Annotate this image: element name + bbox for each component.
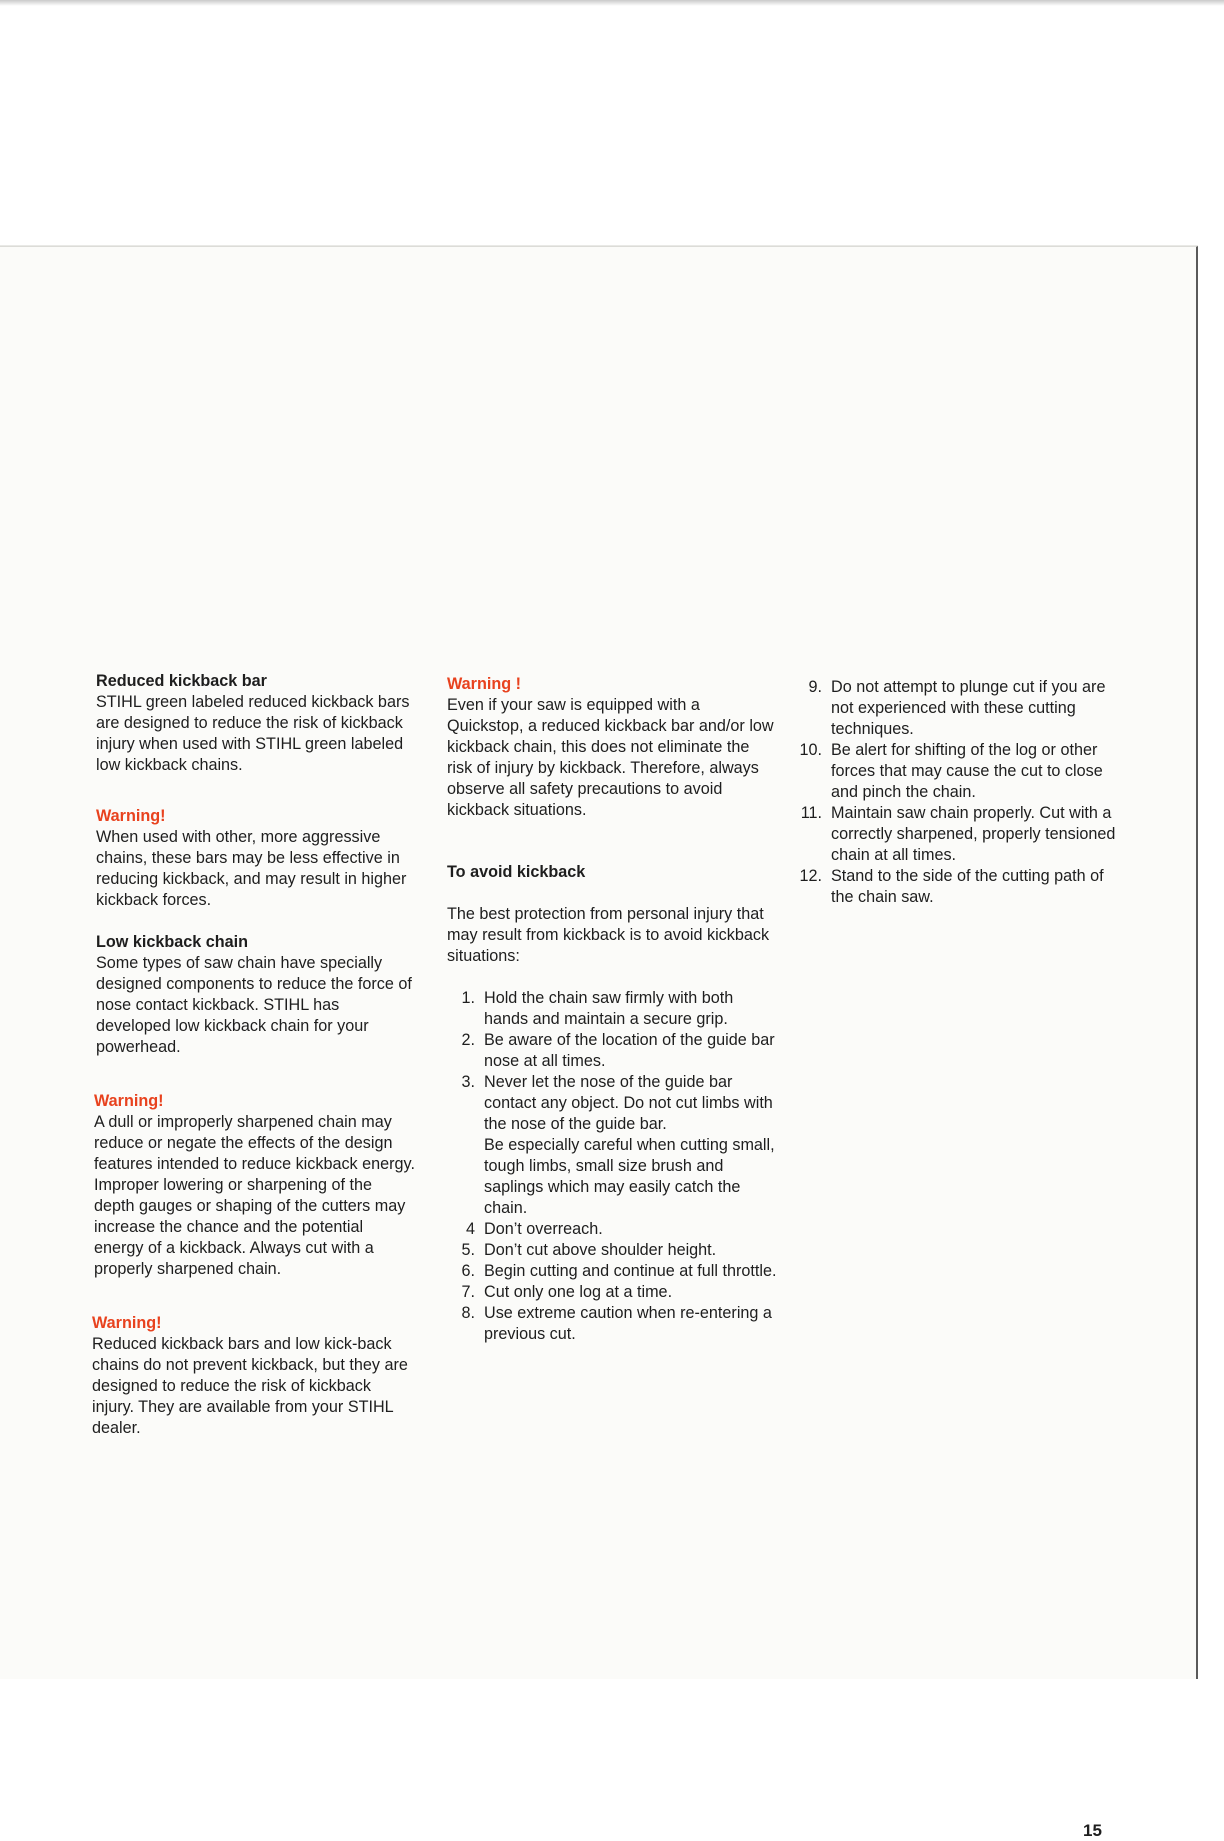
list-item: 7. Cut only one log at a time. xyxy=(461,1283,673,1301)
column-right xyxy=(796,671,1126,908)
warning-text: Even if your saw is equipped with a Quickstop, a reduced kickback bar and/or low kickback chain, this does not eliminate the risk of injury by kickback. Therefore, always observe all safety precautions to avoid kickback situations. xyxy=(447,696,774,819)
list-item: 2. Be aware of the location of the guide bar nose at all times. xyxy=(461,1031,775,1070)
warning-label: Warning! xyxy=(94,1092,164,1110)
warning-text: A dull or improperly sharpened chain may reduce or negate the effects of the design features intended to reduce kickback energy. Improper lowering or sharpening of the depth gauges or shaping of the cutters may increase the chance and the potential energy of a kickback. Always cut with a properly sharpened chain. xyxy=(94,1113,415,1278)
avoid-kickback-list xyxy=(447,988,777,1345)
manual-page xyxy=(0,246,1198,1840)
warning-label: Warning! xyxy=(96,807,166,825)
warning-text: Reduced kickback bars and low kick-back chains do not prevent kickback, but they are designed to reduce the risk of kickback injury. They are available from your STIHL dealer. xyxy=(92,1335,408,1437)
list-item: 3. Never let the nose of the guide bar contact any object. Do not cut limbs with the nose of the guide bar. Be especially careful when cutting small, tough limbs, small size brush and saplings which may easily catch the chain. xyxy=(461,1073,775,1217)
column-left xyxy=(92,671,416,1460)
warning-label: Warning! xyxy=(92,1314,162,1332)
list-item: 4 Don’t overreach. xyxy=(465,1220,603,1238)
section-warning-quickstop xyxy=(447,674,777,821)
list-item: 5. Don’t cut above shoulder height. xyxy=(461,1241,717,1259)
list-item: 1. Hold the chain saw firmly with both hands and maintain a secure grip. xyxy=(461,989,734,1028)
warning-text: When used with other, more aggressive chains, these bars may be less effective in reducing kickback, and may result in higher kickback forces. xyxy=(96,828,407,909)
heading-reduced-kickback-bar: Reduced kickback bar xyxy=(96,672,267,690)
list-item: 8. Use extreme caution when re-entering a previous cut. xyxy=(461,1304,772,1343)
list-item: 11. Maintain saw chain properly. Cut with a correctly sharpened, properly tensioned chain at all times. xyxy=(800,804,1116,864)
list-item: 12. Stand to the side of the cutting path of the chain saw. xyxy=(799,867,1104,906)
section-warning-1 xyxy=(96,806,416,911)
scan-top-edge xyxy=(0,0,1224,6)
column-middle xyxy=(447,671,777,1345)
paragraph-reduced-kickback-bar: STIHL green labeled reduced kickback bars are designed to reduce the risk of kickback injury when used with STIHL green labeled low kickback chains. xyxy=(96,693,410,774)
section-low-kickback-chain xyxy=(96,932,416,1058)
page-number: 15 xyxy=(1083,1821,1102,1840)
paragraph-low-kickback-chain: Some types of saw chain have specially designed components to reduce the force of nose contact kickback. STIHL has developed low kickback chain for your powerhead. xyxy=(96,954,412,1056)
heading-low-kickback-chain: Low kickback chain xyxy=(96,933,249,951)
section-warning-2 xyxy=(94,1091,416,1280)
section-reduced-kickback-bar xyxy=(96,671,416,776)
list-item: 6. Begin cutting and continue at full throttle. xyxy=(461,1262,777,1280)
avoid-kickback-list-continued xyxy=(794,677,1126,908)
heading-to-avoid-kickback: To avoid kickback xyxy=(447,863,586,881)
paragraph-avoid-intro: The best protection from personal injury that may result from kickback is to avoid kickback situations: xyxy=(447,905,770,965)
list-item: 10. Be alert for shifting of the log or other forces that may cause the cut to close and pinch the chain. xyxy=(799,741,1103,801)
list-item: 9. Do not attempt to plunge cut if you are not experienced with these cutting techniques. xyxy=(808,678,1106,738)
warning-label: Warning ! xyxy=(447,675,522,693)
section-warning-3 xyxy=(92,1313,416,1439)
